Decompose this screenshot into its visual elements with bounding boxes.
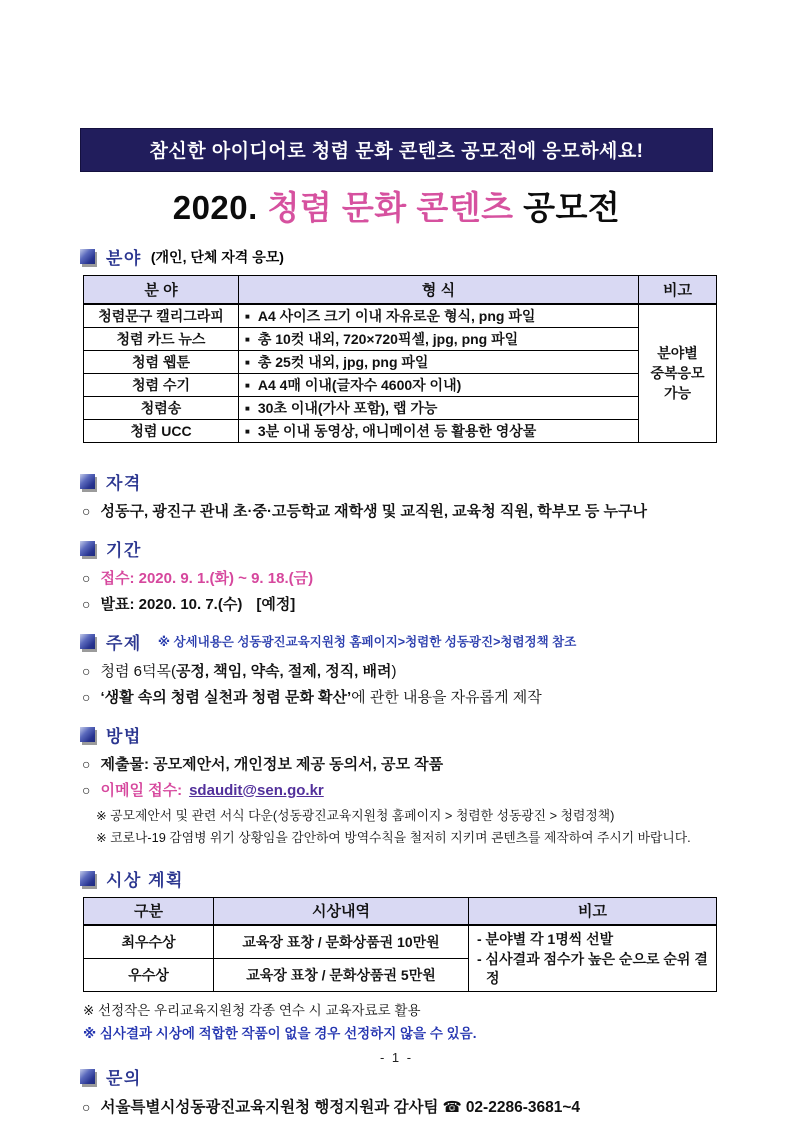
field-cell: 청렴 웹툰 xyxy=(84,350,239,373)
remark-line: 가능 xyxy=(663,385,692,402)
table-row xyxy=(84,396,717,419)
format-text: 30초 이내(가사 포함), 랩 가능 xyxy=(257,399,438,416)
section-period-title: 기간 xyxy=(106,540,142,560)
format-cell xyxy=(239,304,639,328)
field-table-header-remark: 비고 xyxy=(639,276,717,304)
eligibility-item xyxy=(82,500,713,521)
method-email-item xyxy=(82,779,713,800)
square-bullet-icon: ■ xyxy=(245,357,250,367)
theme-item1-bold: 공정, 책임, 약속, 절제, 정직, 배려 xyxy=(175,662,392,680)
circle-bullet-icon: ○ xyxy=(82,755,91,772)
format-cell xyxy=(239,373,639,396)
title-prefix: 2020. xyxy=(172,189,268,226)
title-suffix: 공모전 xyxy=(513,189,621,226)
format-cell xyxy=(239,327,639,350)
page-title xyxy=(80,182,713,229)
page-number: - 1 - xyxy=(379,1050,414,1065)
period-announce-suffix: [예정] xyxy=(256,595,296,613)
section-square-icon xyxy=(80,541,95,556)
table-row xyxy=(84,327,717,350)
award-remark-line: - 분야별 각 1명씩 선발 xyxy=(477,931,614,947)
remark-line: 중복응모 xyxy=(650,364,705,381)
award-remark-line: - 심사결과 점수가 높은 순으로 순위 결정 xyxy=(477,950,708,987)
remark-line: 분야별 xyxy=(657,344,698,361)
table-row xyxy=(84,925,717,958)
period-receipt-item xyxy=(82,567,713,588)
square-bullet-icon: ■ xyxy=(245,334,250,344)
theme-item-2 xyxy=(82,686,713,707)
section-eligibility-title: 자격 xyxy=(106,473,142,493)
method-item1-text: 제출물: 공모제안서, 개인정보 제공 동의서, 공모 작품 xyxy=(100,755,444,773)
eligibility-text: 성동구, 광진구 관내 초·중·고등학교 재학생 및 교직원, 교육청 직원, 학부모 등 누구나 xyxy=(100,502,647,520)
banner-text: 참신한 아이디어로 청렴 문화 콘텐츠 공모전에 응모하세요! xyxy=(149,141,644,162)
method-item-1 xyxy=(82,753,713,774)
theme-item-1 xyxy=(82,660,713,681)
method-note-2: ※ 코로나-19 감염병 위기 상황임을 감안하여 방역수칙을 철저히 지키며 콘텐츠를 제작하여 주시기 바랍니다. xyxy=(96,829,691,845)
field-cell: 청렴 카드 뉴스 xyxy=(84,327,239,350)
format-text: A4 4매 이내(글자수 4600자 이내) xyxy=(257,376,462,393)
section-theme xyxy=(80,629,713,654)
circle-bullet-icon: ○ xyxy=(82,781,91,798)
top-banner xyxy=(80,128,713,172)
field-table xyxy=(83,275,717,443)
field-table-header-format: 형 식 xyxy=(239,276,639,304)
section-inquiry-title: 문의 xyxy=(106,1068,142,1088)
section-theme-note: ※ 상세내용은 성동광진교육지원청 홈페이지>청렴한 성동광진>청렴정책 참조 xyxy=(157,635,577,649)
format-text: 3분 이내 동영상, 애니메이션 등 활용한 영상물 xyxy=(257,422,537,439)
section-inquiry xyxy=(80,1064,713,1089)
prize-cell: 교육장 표창 / 문화상품권 5만원 xyxy=(214,958,469,991)
section-award xyxy=(80,866,713,891)
section-field-suffix: (개인, 단체 자격 응모) xyxy=(150,248,284,265)
award-header-remark: 비고 xyxy=(469,897,717,925)
format-text: A4 사이즈 크기 이내 자유로운 형식, png 파일 xyxy=(257,307,536,324)
section-theme-title: 주제 xyxy=(106,633,142,653)
award-header-rank: 구분 xyxy=(84,897,214,925)
section-award-title: 시상 계획 xyxy=(106,870,184,890)
table-row xyxy=(84,304,717,328)
award-note-1: ※ 선정작은 우리교육지원청 각종 연수 시 교육자료로 활용 xyxy=(83,1002,421,1018)
format-text: 총 25컷 내외, jpg, png 파일 xyxy=(257,353,429,370)
section-field xyxy=(80,244,713,269)
circle-bullet-icon: ○ xyxy=(82,569,91,586)
table-row xyxy=(84,419,717,442)
section-square-icon xyxy=(80,871,95,886)
award-table-header-row xyxy=(84,897,717,925)
format-text: 총 10컷 내외, 720×720픽셀, jpg, png 파일 xyxy=(257,330,519,347)
square-bullet-icon: ■ xyxy=(245,403,250,413)
method-note-1: ※ 공모제안서 및 관련 서식 다운(성동광진교육지원청 홈페이지 > 청렴한 성동광진 > 청렴정책) xyxy=(96,807,615,823)
square-bullet-icon: ■ xyxy=(245,426,250,436)
period-announce-text: 발표: 2020. 10. 7.(수) xyxy=(100,595,243,613)
table-row xyxy=(84,350,717,373)
inquiry-phone: 02-2286-3681~4 xyxy=(465,1098,581,1116)
section-method xyxy=(80,722,713,747)
award-note-2: ※ 심사결과 시상에 적합한 작품이 없을 경우 선정하지 않을 수 있음. xyxy=(83,1025,477,1041)
phone-icon: ☎ xyxy=(442,1098,462,1116)
square-bullet-icon: ■ xyxy=(245,380,250,390)
circle-bullet-icon: ○ xyxy=(82,595,91,612)
section-eligibility xyxy=(80,469,713,494)
inquiry-text: 서울특별시성동광진교육지원청 행정지원과 감사팀 xyxy=(100,1098,439,1116)
format-cell xyxy=(239,396,639,419)
prize-cell: 교육장 표창 / 문화상품권 10만원 xyxy=(214,925,469,958)
section-square-icon xyxy=(80,249,95,264)
email-link[interactable]: sdaudit@sen.go.kr xyxy=(189,781,324,799)
circle-bullet-icon: ○ xyxy=(82,688,91,705)
field-cell: 청렴문구 캘리그라피 xyxy=(84,304,239,328)
section-square-icon xyxy=(80,474,95,489)
circle-bullet-icon: ○ xyxy=(82,1098,91,1115)
section-period xyxy=(80,536,713,561)
format-cell xyxy=(239,419,639,442)
inquiry-item xyxy=(82,1095,713,1117)
award-remark-cell xyxy=(469,925,717,991)
section-square-icon xyxy=(80,1069,95,1084)
period-announce-item xyxy=(82,593,713,614)
section-square-icon xyxy=(80,727,95,742)
award-table xyxy=(83,897,717,992)
theme-item2-bold: ‘생활 속의 청렴 실천과 청렴 문화 확산’ xyxy=(100,688,352,706)
square-bullet-icon: ■ xyxy=(245,311,250,321)
section-method-title: 방법 xyxy=(106,726,142,746)
field-cell: 청렴송 xyxy=(84,396,239,419)
rank-cell: 우수상 xyxy=(84,958,214,991)
title-highlight: 청렴 문화 콘텐츠 xyxy=(267,189,514,226)
field-table-header-row xyxy=(84,276,717,304)
award-header-prize: 시상내역 xyxy=(214,897,469,925)
section-field-title: 분야 xyxy=(106,249,142,268)
field-cell: 청렴 수기 xyxy=(84,373,239,396)
section-square-icon xyxy=(80,634,95,649)
period-receipt-text: 접수: 2020. 9. 1.(화) ~ 9. 18.(금) xyxy=(100,569,314,587)
theme-item1-suffix: ) xyxy=(391,662,397,680)
circle-bullet-icon: ○ xyxy=(82,502,91,519)
document-content xyxy=(80,128,713,1121)
theme-item2-suffix: 에 관한 내용을 자유롭게 제작 xyxy=(351,688,542,706)
field-cell: 청렴 UCC xyxy=(84,419,239,442)
remark-cell xyxy=(639,304,717,443)
field-table-header-field: 분 야 xyxy=(84,276,239,304)
table-row xyxy=(84,373,717,396)
email-label: 이메일 접수: xyxy=(100,781,183,799)
rank-cell: 최우수상 xyxy=(84,925,214,958)
circle-bullet-icon: ○ xyxy=(82,662,91,679)
theme-item1-prefix: 청렴 6덕목( xyxy=(100,662,176,680)
format-cell xyxy=(239,350,639,373)
